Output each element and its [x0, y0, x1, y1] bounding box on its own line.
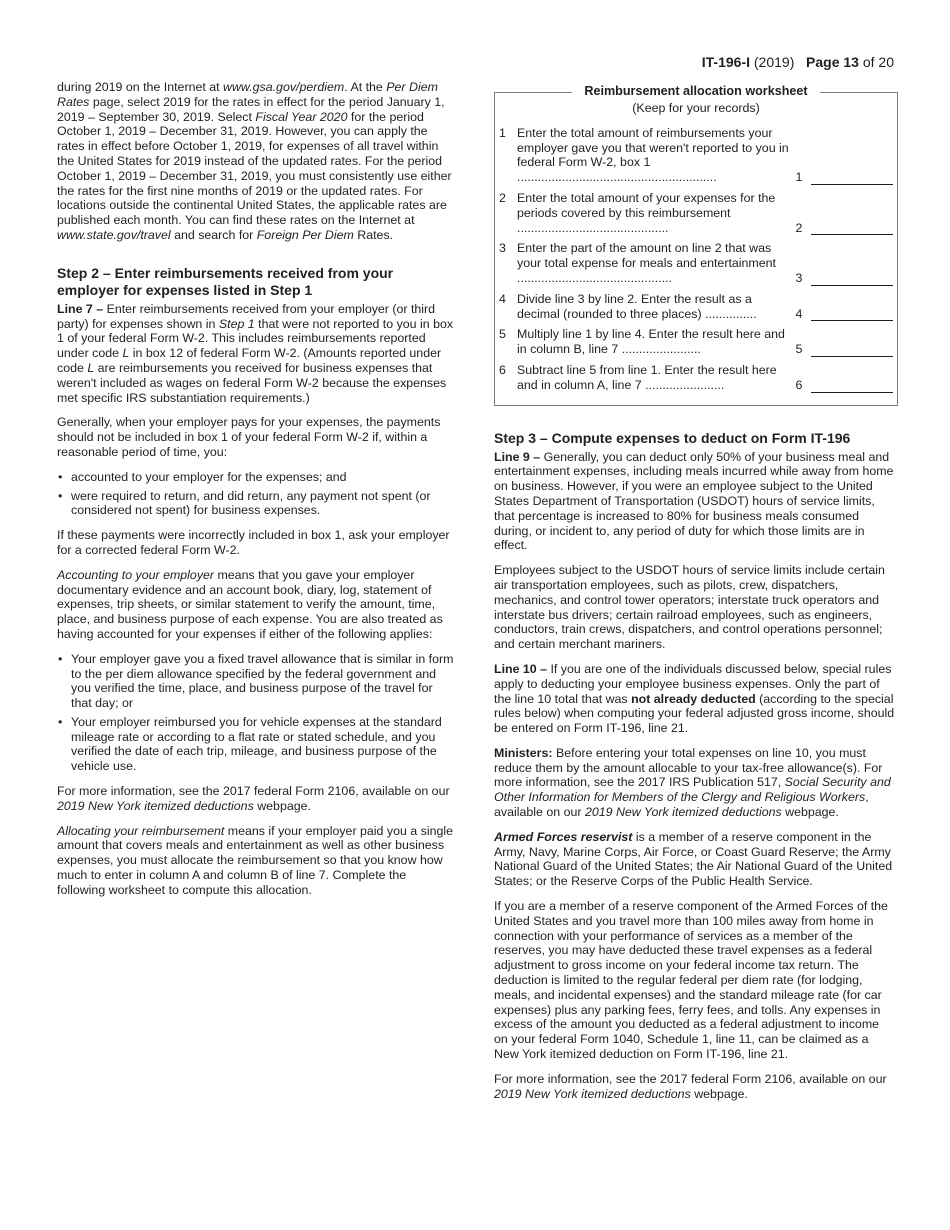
- ministers-paragraph: Ministers: Before entering your total expenses on line 10, you must reduce them by the amount allocable to your tax-free allowance(s). For more information, see the 2017 IRS Publication 517, Social Security and Other Information for Members of the Clergy and Religious Workers, available on our 2019 New York itemized deductions webpage.: [494, 745, 891, 820]
- list-item: • were required to return, and did return, any payment not spent (or considered not spent) for business expenses.: [57, 489, 455, 519]
- worksheet-entry-6[interactable]: [811, 380, 893, 393]
- left-column: [57, 80, 455, 908]
- member-paragraph: If you are a member of a reserve component of the Armed Forces of the United States and you travel more than 100 miles away from home in connection with your performance of services as a member of the reserves, you may have deducted these travel expenses as a federal adjustment to gross income on your federal income tax return. The deduction is limited to the regular federal per diem rate (for lodging, meals, and incidental expenses) and the standard mileage rate (for car expenses) plus any parking fees, ferry fees, and tolls. Any expenses in excess of the amount you deducted as a federal adjustment to income on your federal Form 1040, Schedule 1, line 11, can be claimed as a New York itemized deduction on Form IT-196, line 21.: [494, 899, 888, 1062]
- right-column: [494, 80, 896, 1111]
- page-header: [702, 54, 894, 70]
- form-year: (2019): [753, 54, 795, 70]
- incorrect-paragraph: If these payments were incorrectly included in box 1, ask your employer for a corrected federal Form W-2.: [57, 528, 450, 557]
- worksheet-subtitle: (Keep for your records): [632, 101, 760, 115]
- worksheet-entry-1[interactable]: [811, 172, 893, 185]
- step3-heading: Step 3 – Compute expenses to deduct on Form IT-196: [494, 429, 851, 446]
- list-item: • accounted to your employer for the expenses; and: [57, 470, 455, 485]
- worksheet-line-5: 5 Multiply line 1 by line 4. Enter the result here and in column B, line 7 ....................... 5: [499, 327, 893, 357]
- usdot-paragraph: Employees subject to the USDOT hours of service limits include certain air transportation employees, such as pilots, crew, dispatchers, mechanics, and control tower operators; interstate truck operators and interstate bus drivers; certain railroad employees, such as engineers, conductors, train crews, dispatchers, and control operations personnel; and certain merchant mariners.: [494, 563, 885, 652]
- page-number: Page 13: [806, 54, 859, 70]
- step2-heading: Step 2 – Enter reimbursements received from your employer for expenses listed in Step 1: [57, 264, 394, 298]
- line7-paragraph: Line 7 – Enter reimbursements received from your employer (or third party) for expenses shown in Step 1 that were not reported to you in box 1 of your federal Form W-2. This includes reimbursements reported under code L in box 12 of federal Form W-2. (Amounts reported under code L are reimbursements you received for business expenses that weren't included as wages on federal Form W-2 because the expenses met specific IRS substantiation requirements.): [57, 301, 454, 405]
- worksheet-line-6: 6 Subtract line 5 from line 1. Enter the result here and in column A, line 7 ....................... 6: [499, 363, 893, 393]
- worksheet-line-1: 1 Enter the total amount of reimbursements your employer gave you that weren't reported to you in federal Form W-2, box 1 .......................................................... 1: [499, 126, 893, 185]
- reimbursement-worksheet: [494, 84, 898, 406]
- allowance-list: [57, 652, 455, 774]
- form-number: IT-196-I: [701, 54, 750, 70]
- more-info-paragraph: For more information, see the 2017 federal Form 2106, available on our 2019 New York itemized deductions webpage.: [57, 784, 450, 813]
- worksheet-line-2: 2 Enter the total amount of your expenses for the periods covered by this reimbursement ............................................ 2: [499, 191, 893, 235]
- worksheet-line-3: 3 Enter the part of the amount on line 2 that was your total expense for meals and entertainment ............................................. 3: [499, 241, 893, 285]
- accounting-paragraph: Accounting to your employer means that you gave your employer documentary evidence and an account book, diary, log, statement of expenses, trip sheets, or similar statement to verify the amount, time, place, and business purpose of each expense. You are also treated as having accounted for your expenses if either of the following applies:: [57, 567, 443, 641]
- allocating-paragraph: Allocating your reimbursement means if your employer paid you a single amount that covers meals and entertainment as well as other business expenses, you must allocate the reimbursement so that you know how much to enter in column A and column B of line 7. Complete the following worksheet to compute this allocation.: [57, 823, 454, 897]
- worksheet-entry-4[interactable]: [811, 308, 893, 321]
- worksheet-entry-3[interactable]: [811, 273, 893, 286]
- line10-paragraph: Line 10 – If you are one of the individuals discussed below, special rules apply to deducting your employee business expenses. Only the part of the line 10 total that was not already deducted (according to the special rules below) when computing your federal adjusted gross income, should be entered on Form IT-196, line 21.: [494, 661, 895, 736]
- worksheet-entry-2[interactable]: [811, 222, 893, 235]
- list-item: • Your employer reimbursed you for vehicle expenses at the standard mileage rate or according to a flat rate or stated schedule, and you verified the date of each trip, mileage, and business purpose of the vehicle use.: [57, 715, 455, 774]
- generally-paragraph: Generally, when your employer pays for your expenses, the payments should not be included in box 1 of your federal Form W-2 if, within a reasonable period of time, you:: [57, 415, 441, 459]
- worksheet-line-4: 4 Divide line 3 by line 2. Enter the result as a decimal (rounded to three places) ............... 4: [499, 292, 893, 322]
- line9-paragraph: Line 9 – Generally, you can deduct only 50% of your business meal and entertainment expenses, including meals incurred while away from home on business. However, if you were an employee subject to the United States Department of Transportation (USDOT) hours of service limits, that percentage is increased to 80% for business meals consumed during, or incident to, any period of duty for which those limits are in effect.: [494, 449, 894, 553]
- list-item: • Your employer gave you a fixed travel allowance that is similar in form to the per diem allowance specified by the federal government and you verified the time, place, and business purpose of the travel for that day; or: [57, 652, 455, 711]
- worksheet-title: Reimbursement allocation worksheet: [572, 84, 819, 98]
- more-info-paragraph-right: For more information, see the 2017 federal Form 2106, available on our 2019 New York itemized deductions webpage.: [494, 1071, 887, 1101]
- conditions-list: [57, 470, 455, 518]
- page-total: of 20: [862, 54, 894, 70]
- reservist-paragraph: Armed Forces reservist is a member of a reserve component in the Army, Navy, Marine Corps, Air Force, or Coast Guard Reserve; the Army National Guard of the United States; the Air National Guard of the United States; or the Reserve Corps of the Public Health Service.: [494, 829, 893, 889]
- worksheet-entry-5[interactable]: [811, 344, 893, 357]
- per-diem-paragraph: during 2019 on the Internet at www.gsa.gov/perdiem. At the Per Diem Rates page, select 2019 for the rates in effect for the period January 1, 2019 – September 30, 2019. Select Fiscal Year 2020 for the period October 1, 2019 – December 31, 2019. However, you can apply the rates in effect before October 1, 2019, for expenses of all travel within the United States for 2019 instead of the updated rates. For the period October 1, 2019 – December 31, 2019, you must consistently use either the rates for the first nine months of 2019 or the updated rates. For locations outside the continental United States, the applicable rates are published each month. You can find these rates on the Internet at www.state.gov/travel and search for Foreign Per Diem Rates.: [57, 80, 452, 242]
